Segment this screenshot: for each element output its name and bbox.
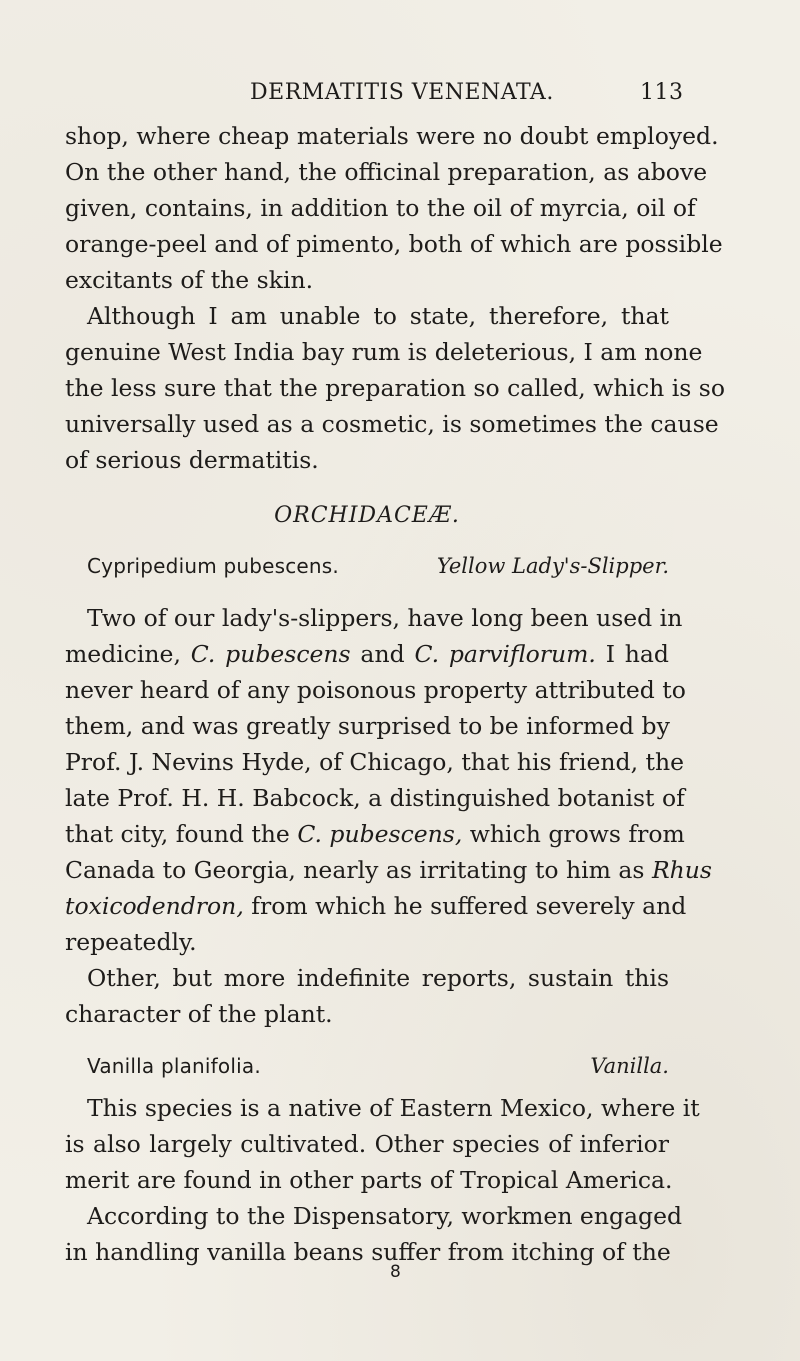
text-line: universally used as a cosmetic, is sometimes the cause: [65, 410, 719, 438]
text-line: given, contains, in addition to the oil of myrcia, oil of: [65, 194, 696, 222]
plant-latin-name: Cypripedium pubescens.: [87, 554, 339, 578]
section-heading: ORCHIDACEÆ.: [274, 503, 460, 528]
text-line: never heard of any poisonous property attributed to: [65, 676, 686, 704]
text-line: repeatedly.: [65, 928, 197, 956]
text-line: shop, where cheap materials were no doubt employed.: [65, 122, 719, 150]
signature-mark: 8: [390, 1262, 401, 1282]
text-line: the less sure that the preparation so called, which is so: [65, 374, 725, 402]
text-line: Other, but more indefinite reports, sustain this: [87, 964, 669, 992]
text-line: is also largely cultivated. Other species of inferior: [65, 1130, 669, 1158]
text-line: excitants of the skin.: [65, 266, 314, 294]
running-head: [250, 80, 684, 110]
text-line: in handling vanilla beans suffer from itching of the: [65, 1238, 671, 1266]
plant-common-name: Yellow Lady's-Slipper.: [436, 554, 669, 578]
text-line: character of the plant.: [65, 1000, 333, 1028]
text-line: late Prof. H. H. Babcock, a distinguished botanist of: [65, 784, 685, 812]
page-number-folio: 113: [640, 80, 684, 105]
plant-entry-vanilla: [65, 1048, 669, 1084]
text-line: Prof. J. Nevins Hyde, of Chicago, that his friend, the: [65, 748, 685, 776]
text-line: Although I am unable to state, therefore, that: [87, 302, 669, 330]
text-line: toxicodendron, from which he suffered severely and: [65, 892, 687, 920]
text-line: them, and was greatly surprised to be informed by: [65, 712, 670, 740]
text-line: genuine West India bay rum is deleterious, I am none: [65, 338, 703, 366]
plant-common-name: Vanilla.: [590, 1054, 669, 1078]
text-line: of serious dermatitis.: [65, 446, 319, 474]
text-line: medicine, C. pubescens and C. parviflorum. I had: [65, 640, 669, 668]
text-line: Two of our lady's-slippers, have long been used in: [87, 604, 683, 632]
text-line: On the other hand, the officinal preparation, as above: [65, 158, 708, 186]
text-line: Canada to Georgia, nearly as irritating to him as Rhus: [65, 856, 712, 884]
text-line: This species is a native of Eastern Mexico, where it: [87, 1094, 700, 1122]
plant-latin-name: Vanilla planifolia.: [87, 1054, 261, 1078]
text-line: merit are found in other parts of Tropical America.: [65, 1166, 673, 1194]
running-head-title: DERMATITIS VENENATA.: [250, 80, 554, 105]
body-text: [65, 118, 725, 1270]
text-line: that city, found the C. pubescens, which grows from: [65, 820, 685, 848]
text-line: According to the Dispensatory, workmen engaged: [87, 1202, 683, 1230]
text-line: orange-peel and of pimento, both of which are possible: [65, 230, 723, 258]
plant-entry-cypripedium: [65, 548, 669, 584]
